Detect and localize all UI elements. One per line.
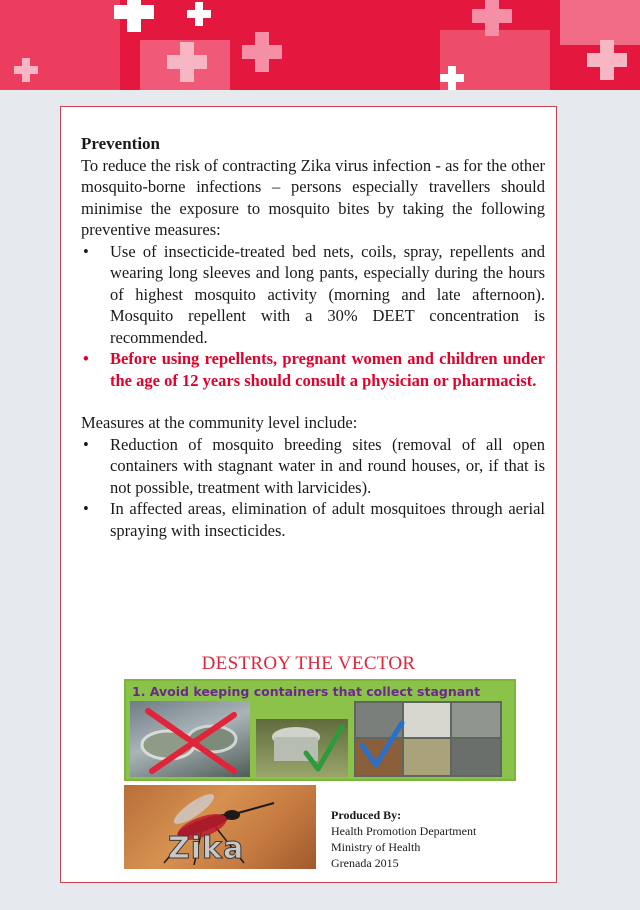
banner-pattern	[560, 0, 640, 45]
banner-pattern	[0, 0, 120, 90]
check-icon	[354, 701, 502, 777]
header-banner	[0, 0, 640, 90]
community-intro: Measures at the community level include:	[81, 413, 358, 432]
produced-by-label: Produced By:	[331, 808, 402, 822]
strip-caption: 1. Avoid keeping containers that collect stagnant	[132, 684, 481, 699]
prevention-heading: Prevention	[81, 134, 161, 153]
list-item-text: In affected areas, elimination of adult mosquitoes through aerial spraying with insecticides.	[110, 499, 545, 540]
cross-icon	[448, 66, 456, 90]
containers-photo-strip	[124, 679, 516, 781]
cross-icon	[22, 58, 30, 82]
cross-icon	[255, 32, 269, 72]
vector-title: DESTROY THE VECTOR	[201, 653, 416, 674]
cross-icon	[485, 0, 499, 36]
prevention-intro: To reduce the risk of contracting Zika virus infection - as for the other mosquito-borne infections – persons especially travellers should minimise the exposure to mosquito bites by taking the following preventive measures:	[81, 155, 545, 239]
list-item	[81, 241, 545, 349]
list-item-text: Reduction of mosquito breeding sites (removal of all open containers with stagnant water in and round houses, or, if that is not possible, treatment with larvicides).	[110, 434, 545, 497]
producer-credit	[331, 807, 476, 871]
cross-icon	[127, 0, 141, 32]
community-list	[81, 434, 545, 542]
producer-place-year: Grenada 2015	[331, 856, 399, 870]
producer-ministry: Ministry of Health	[331, 840, 421, 854]
bullet-marker: •	[83, 499, 89, 518]
bullet-marker: •	[83, 349, 89, 368]
producer-department: Health Promotion Department	[331, 824, 477, 838]
list-item	[81, 498, 545, 541]
cross-icon	[195, 2, 203, 26]
cross-out-icon	[130, 701, 250, 777]
bullet-marker: •	[83, 241, 89, 261]
standing-water-photo	[130, 701, 250, 777]
bullet-marker: •	[83, 434, 89, 454]
covered-containers-photo	[354, 701, 502, 777]
list-item-warning	[81, 348, 545, 391]
cross-icon	[180, 42, 194, 82]
zika-logo-text: Zika	[168, 831, 245, 866]
emptying-bucket-photo	[256, 719, 348, 777]
check-icon	[256, 719, 348, 777]
prevention-list	[81, 241, 545, 392]
leaflet-page	[60, 106, 557, 883]
list-item-text: Before using repellents, pregnant women and children under the age of 12 years should consult a physician or pharmacist.	[110, 349, 545, 390]
mosquito-zika-image	[124, 785, 316, 869]
leaflet-text	[81, 133, 545, 541]
list-item	[81, 434, 545, 499]
list-item-text: Use of insecticide-treated bed nets, coils, spray, repellents and wearing long sleeves and long pants, especially during the hours of highest mosquito activity (morning and late afternoon). Mosquito repellent with a 30% DEET concentration is recommended.	[110, 241, 545, 347]
cross-icon	[600, 40, 614, 80]
